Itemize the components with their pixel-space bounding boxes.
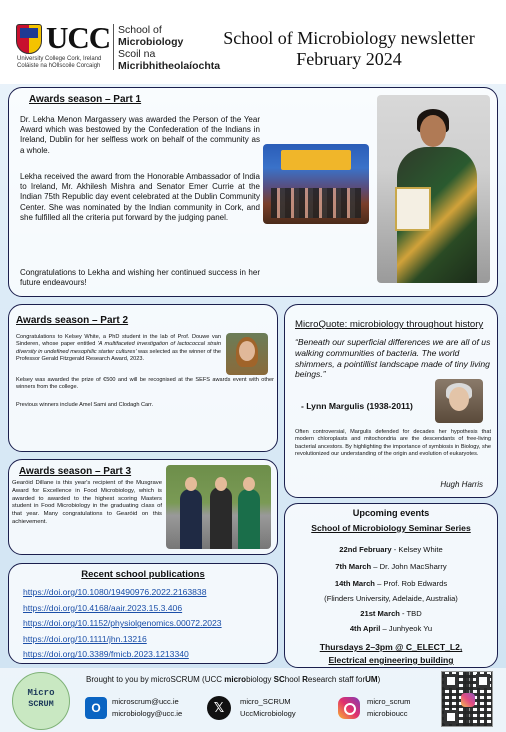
event-banner [281, 150, 351, 170]
text-span: ) [377, 675, 381, 684]
text-span: UM [365, 675, 378, 684]
school-line: Micribhitheolaíochta [118, 60, 221, 72]
ucc-crest-icon [16, 24, 42, 54]
qr-code-icon[interactable] [441, 671, 493, 727]
awards-part1-paragraph: Dr. Lekha Menon Margassery was awarded the Person of the Year Award which was bestowed by the Confederation of the Indians in Ireland, Dublin for her selfless work on behalf of the community as a whole. [20, 115, 260, 155]
ucc-logo-text: UCC [46, 20, 111, 55]
microquote-title: MicroQuote: microbiology throughout history [295, 319, 484, 330]
school-line: School of [118, 24, 162, 36]
event-building: Electrical engineering building [328, 655, 454, 665]
publication-link[interactable]: https://doi.org/10.1152/physiolgenomics.00072.2023 [23, 618, 222, 629]
event-item [285, 609, 497, 618]
awards-part2-box [8, 304, 278, 452]
event-date: 7th March [335, 562, 372, 571]
awards-part3-title: Awards season – Part 3 [19, 466, 132, 477]
publications-list [23, 585, 222, 663]
awards-part1-title: Awards season – Part 1 [29, 94, 142, 105]
photo-person [238, 489, 260, 549]
text-span: SC [273, 675, 285, 684]
portrait-face [420, 115, 446, 147]
text-span: micro [224, 675, 247, 684]
qr-corner [444, 710, 458, 724]
microscrum-logo-text: SCRUM [28, 699, 54, 709]
logo-divider [113, 24, 114, 70]
event-item [285, 579, 497, 588]
event-speaker: – Junhyeok Yu [380, 624, 433, 633]
awards-part1-paragraph: Lekha received the award from the Honorable Ambassador of India to Ireland, Mr. Akhilesh Mishra and Senator Emer Currie at the Indian 75th Republic day event celebrated at the Dublin Community Center. She was nominated by the Indian community in Cork, and she fulfilled all the criteria put forward by the judging panel. [20, 172, 260, 222]
event-item [285, 594, 497, 603]
microquote-text: “Beneath our superficial differences we are all of us walking communities of bacteria. The world shimmers, a pointillist landscape made of tiny living beings.” [295, 337, 491, 380]
awards-part3-paragraph: Gearóid Dillane is this year's recipient of the Musgrave Award for Excellence in Food Microbiology, which is awarded to awarded to the highest scoring Masters student in Food Microbiology in the graduating class of that year. Many congratulations to Gearóid on this achievement. [12, 480, 162, 525]
instagram-handle-link[interactable]: microbioucc [367, 709, 408, 718]
event-speaker: - TBD [399, 609, 422, 618]
republic-day-event-photo [263, 144, 369, 224]
events-title: Upcoming events [352, 508, 430, 518]
event-people [271, 188, 361, 218]
lekha-portrait-photo [377, 95, 490, 283]
newsletter-date: February 2024 [296, 49, 402, 69]
email-link[interactable]: microbiology@ucc.ie [112, 709, 183, 718]
x-handle-link[interactable]: micro_SCRUM [240, 697, 291, 706]
photo-face [449, 387, 469, 411]
newsletter-title: School of Microbiology newsletter [223, 28, 475, 48]
event-speaker: – Prof. Rob Edwards [374, 579, 448, 588]
event-date: 22nd February [339, 545, 392, 554]
text-span: hool [284, 675, 303, 684]
event-speaker: - Kelsey White [391, 545, 443, 554]
brought-to-you-text [86, 675, 380, 684]
text-span: was selected as the winner of the Professor Gerald Fitzgerald Research Award, 2023. [16, 348, 221, 363]
qr-corner [476, 674, 490, 688]
outlook-icon: O [85, 697, 107, 719]
upcoming-events-box [284, 503, 498, 668]
text-span: esearch staff for [307, 675, 366, 684]
paper-title: 'A multifaceted investigation of lactococcal strain diversity in undefined mesophilic starter cultures' [16, 341, 221, 355]
instagram-handle-link[interactable]: micro_scrum [367, 697, 411, 706]
publication-link[interactable]: https://doi.org/10.4168/aair.2023.15.3.406 [23, 602, 183, 613]
instagram-icon [338, 697, 360, 719]
x-handle-link[interactable]: UccMicrobiology [240, 709, 296, 718]
kelsey-photo [226, 333, 268, 375]
publications-title: Recent school publications [81, 569, 205, 580]
event-date: 14th March [334, 579, 375, 588]
photo-face [243, 477, 255, 491]
microquote-author: - Lynn Margulis (1938-2011) [301, 401, 413, 411]
photo-person [180, 489, 202, 549]
publications-box [8, 563, 278, 664]
microquote-box [284, 304, 498, 498]
event-date: 21st March [360, 609, 400, 618]
school-line: Scoil na [118, 48, 156, 60]
ucc-logo-subtitle: University College Cork, Ireland [17, 56, 102, 62]
event-speaker: (Flinders University, Adelaide, Australia) [324, 594, 458, 603]
awards-part2-title: Awards season – Part 2 [16, 315, 129, 326]
event-item [285, 624, 497, 633]
awards-part2-paragraph [16, 334, 221, 364]
photo-person [210, 487, 232, 549]
awards-part1-box [8, 87, 498, 297]
school-line: Microbiology [118, 36, 184, 48]
x-social-icon: 𝕏 [207, 696, 231, 720]
photo-face [185, 477, 197, 491]
microquote-signature: Hugh Harris [440, 480, 483, 489]
text-span: R [302, 675, 308, 684]
microscrum-logo-text: Micro [27, 688, 55, 698]
awards-part1-paragraph: Congratulations to Lekha and wishing her continued success in her future endeavours! [20, 268, 260, 288]
event-speaker: – Dr. John MacSharry [371, 562, 447, 571]
text-span: Brought to you by microSCRUM (UCC [86, 675, 225, 684]
musgrave-award-photo [166, 465, 271, 549]
event-item [285, 562, 497, 571]
photo-face [215, 477, 227, 491]
awards-part2-paragraph: Kelsey was awarded the prize of €500 and will be recognised at the SEFS awards event with other winners from the college. [16, 377, 274, 391]
publication-link[interactable]: https://doi.org/10.1111/jhn.13216 [23, 633, 147, 644]
publication-link[interactable]: https://doi.org/10.3389/fmicb.2023.1213340 [23, 649, 189, 660]
qr-corner [444, 674, 458, 688]
event-date: 4th April [349, 624, 381, 633]
microquote-body: Often controversial, Margulis defended for decades her hypothesis that modern chloroplasts and mitochondria are the descendants of free-living bacterial ancestors. By highlighting the importance of symbiosis in Biology, she revolutionized our understanding of the origin and evolution of eukaryotes. [295, 429, 491, 458]
awards-part2-paragraph: Previous winners include Amel Sami and Clodagh Carr. [16, 402, 154, 408]
ucc-logo-subtitle-irish: Coláiste na hOllscoile Corcaigh [17, 63, 101, 69]
award-certificate [395, 187, 431, 231]
publication-link[interactable]: https://doi.org/10.1080/19490976.2022.2163838 [23, 587, 207, 597]
event-item [285, 545, 497, 554]
text-span: biology [246, 675, 274, 684]
photo-face [239, 341, 255, 361]
email-link[interactable]: microscrum@ucc.ie [112, 697, 179, 706]
qr-instagram-icon [461, 693, 475, 707]
seminar-series-title: School of Microbiology Seminar Series [311, 523, 471, 533]
awards-part3-box [8, 459, 278, 555]
text-span: Congratulations to Kelsey White, a PhD student in the lab of Prof. Douwe van Sinderen, whose paper entitled [16, 334, 221, 348]
event-time-location: Thursdays 2–3pm @ C_ELECT_L2, [319, 642, 463, 652]
margulis-photo [435, 379, 483, 423]
